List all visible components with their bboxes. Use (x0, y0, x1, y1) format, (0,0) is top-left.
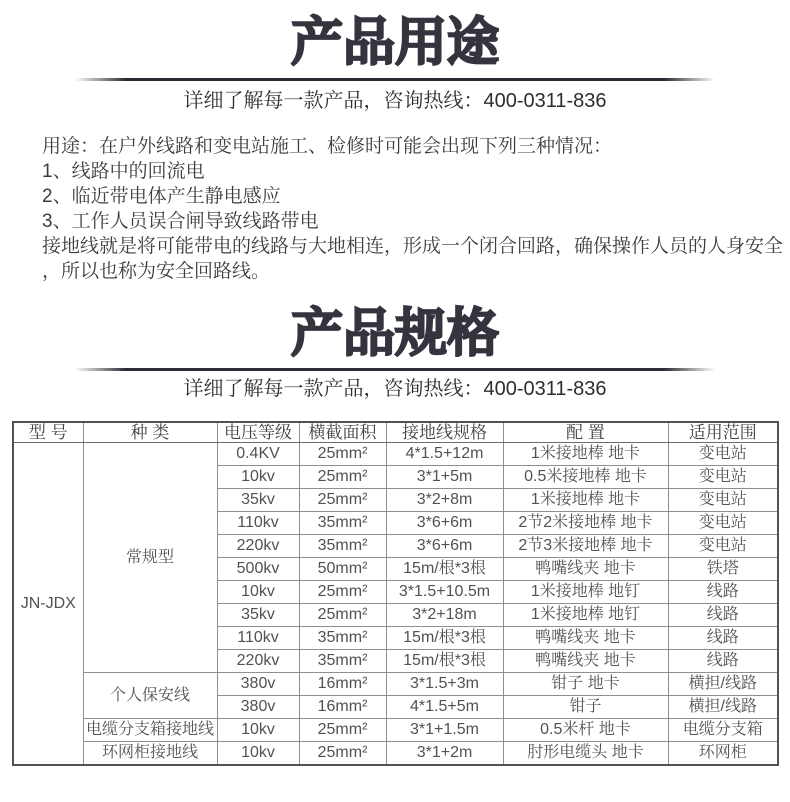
col-header-category: 种 类 (83, 422, 217, 443)
voltage-cell: 10kv (217, 581, 299, 604)
scope-cell: 变电站 (668, 489, 778, 512)
wire-spec-cell: 3*1+2m (386, 742, 503, 766)
col-header-voltage: 电压等级 (217, 422, 299, 443)
category-cell-cable-branch-box: 电缆分支箱接地线 (83, 719, 217, 742)
usage-body-line: 1、线路中的回流电 (42, 161, 205, 182)
wire-spec-cell: 4*1.5+5m (386, 696, 503, 719)
model-cell: JN-JDX (13, 443, 83, 766)
scope-cell: 线路 (668, 604, 778, 627)
wire-spec-cell: 15m/根*3根 (386, 650, 503, 673)
config-cell: 钳子 (503, 696, 668, 719)
cross-section-cell: 25mm² (299, 581, 386, 604)
usage-body-line: 接地线就是将可能带电的线路与大地相连，形成一个闭合回路，确保操作人员的人身安全 (42, 236, 784, 257)
scope-cell: 变电站 (668, 512, 778, 535)
usage-body-line: 3、工作人员误合闸导致线路带电 (42, 211, 319, 232)
scope-cell: 线路 (668, 581, 778, 604)
usage-section-title: 产品用途 (290, 14, 499, 72)
wire-spec-cell: 3*6+6m (386, 535, 503, 558)
wire-spec-cell: 3*2+8m (386, 489, 503, 512)
voltage-cell: 35kv (217, 604, 299, 627)
voltage-cell: 220kv (217, 535, 299, 558)
scope-cell: 横担/线路 (668, 673, 778, 696)
voltage-cell: 500kv (217, 558, 299, 581)
voltage-cell: 0.4KV (217, 443, 299, 466)
category-cell-personal: 个人保安线 (83, 673, 217, 719)
spec-table (12, 421, 779, 766)
voltage-cell: 35kv (217, 489, 299, 512)
wire-spec-cell: 3*6+6m (386, 512, 503, 535)
scope-cell: 变电站 (668, 535, 778, 558)
voltage-cell: 220kv (217, 650, 299, 673)
cross-section-cell: 35mm² (299, 512, 386, 535)
config-cell: 2节2米接地棒 地卡 (503, 512, 668, 535)
config-cell: 1米接地棒 地卡 (503, 443, 668, 466)
voltage-cell: 110kv (217, 512, 299, 535)
specs-section-title: 产品规格 (290, 305, 499, 363)
cross-section-cell: 25mm² (299, 489, 386, 512)
voltage-cell: 10kv (217, 466, 299, 489)
scope-cell: 线路 (668, 627, 778, 650)
wire-spec-cell: 3*1.5+3m (386, 673, 503, 696)
cross-section-cell: 35mm² (299, 650, 386, 673)
config-cell: 鸭嘴线夹 地卡 (503, 627, 668, 650)
col-header-scope: 适用范围 (668, 422, 778, 443)
table-row (13, 443, 778, 466)
cross-section-cell: 25mm² (299, 742, 386, 766)
config-cell: 1米接地棒 地钉 (503, 581, 668, 604)
scope-cell: 电缆分支箱 (668, 719, 778, 742)
voltage-cell: 380v (217, 673, 299, 696)
cross-section-cell: 35mm² (299, 627, 386, 650)
col-header-wire-spec: 接地线规格 (386, 422, 503, 443)
config-cell: 钳子 地卡 (503, 673, 668, 696)
table-row (13, 742, 778, 766)
config-cell: 0.5米接地棒 地卡 (503, 466, 668, 489)
cross-section-cell: 25mm² (299, 466, 386, 489)
wire-spec-cell: 3*1+1.5m (386, 719, 503, 742)
wire-spec-cell: 3*1.5+10.5m (386, 581, 503, 604)
scope-cell: 铁塔 (668, 558, 778, 581)
cross-section-cell: 16mm² (299, 696, 386, 719)
cross-section-cell: 16mm² (299, 673, 386, 696)
usage-body-line: ，所以也称为安全回路线。 (42, 261, 271, 282)
wire-spec-cell: 3*2+18m (386, 604, 503, 627)
voltage-cell: 380v (217, 696, 299, 719)
wire-spec-cell: 4*1.5+12m (386, 443, 503, 466)
category-cell-ring-main-unit: 环网柜接地线 (83, 742, 217, 766)
scope-cell: 变电站 (668, 443, 778, 466)
table-header-row (13, 422, 778, 443)
spec-table-wrap (12, 421, 779, 766)
category-cell-regular: 常规型 (83, 443, 217, 673)
config-cell: 2节3米接地棒 地卡 (503, 535, 668, 558)
scope-cell: 变电站 (668, 466, 778, 489)
voltage-cell: 110kv (217, 627, 299, 650)
wire-spec-cell: 3*1+5m (386, 466, 503, 489)
cross-section-cell: 25mm² (299, 443, 386, 466)
config-cell: 鸭嘴线夹 地卡 (503, 650, 668, 673)
voltage-cell: 10kv (217, 719, 299, 742)
config-cell: 肘形电缆头 地卡 (503, 742, 668, 766)
wire-spec-cell: 15m/根*3根 (386, 627, 503, 650)
config-cell: 1米接地棒 地卡 (503, 489, 668, 512)
scope-cell: 横担/线路 (668, 696, 778, 719)
config-cell: 1米接地棒 地钉 (503, 604, 668, 627)
table-row (13, 719, 778, 742)
config-cell: 0.5米杆 地卡 (503, 719, 668, 742)
usage-body (42, 134, 784, 284)
config-cell: 鸭嘴线夹 地卡 (503, 558, 668, 581)
specs-hotline-text: 详细了解每一款产品，咨询热线：400-0311-836 (183, 378, 607, 400)
cross-section-cell: 35mm² (299, 535, 386, 558)
usage-body-line: 用途：在户外线路和变电站施工、检修时可能会出现下列三种情况： (42, 136, 613, 157)
cross-section-cell: 50mm² (299, 558, 386, 581)
cross-section-cell: 25mm² (299, 719, 386, 742)
usage-body-line: 2、临近带电体产生静电感应 (42, 186, 281, 207)
voltage-cell: 10kv (217, 742, 299, 766)
cross-section-cell: 25mm² (299, 604, 386, 627)
usage-hotline-text: 详细了解每一款产品，咨询热线：400-0311-836 (183, 90, 607, 112)
col-header-config: 配 置 (503, 422, 668, 443)
scope-cell: 环网柜 (668, 742, 778, 766)
specs-title-divider (75, 368, 715, 371)
scope-cell: 线路 (668, 650, 778, 673)
col-header-model: 型 号 (13, 422, 83, 443)
table-row (13, 673, 778, 696)
usage-title-divider (75, 78, 715, 81)
wire-spec-cell: 15m/根*3根 (386, 558, 503, 581)
col-header-cross-section: 横截面积 (299, 422, 386, 443)
